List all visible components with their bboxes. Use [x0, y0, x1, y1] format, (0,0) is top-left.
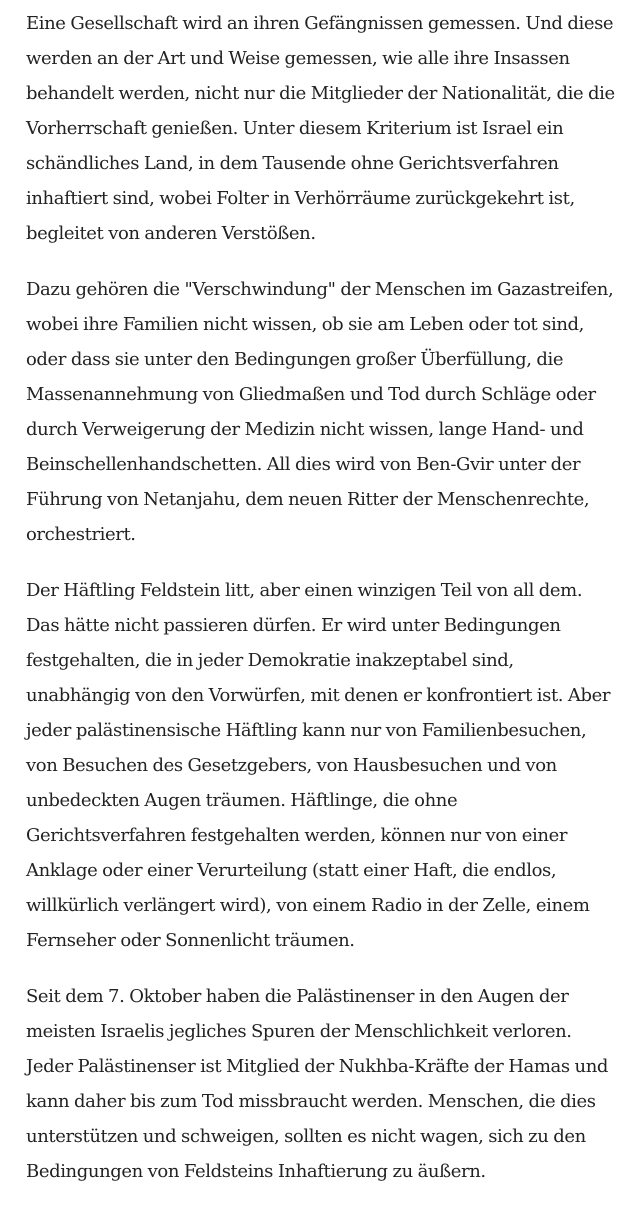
text-line: meisten Israelis jegliches Spuren der Menschlichkeit verloren.: [26, 1021, 572, 1042]
text-line: oder dass sie unter den Bedingungen großer Überfüllung, die: [26, 349, 564, 370]
text-line: werden an der Art und Weise gemessen, wie alle ihre Insassen: [26, 48, 570, 69]
text-line: inhaftiert sind, wobei Folter in Verhörräume zurückgekehrt ist,: [26, 188, 575, 209]
text-line: Der Häftling Feldstein litt, aber einen winzigen Teil von all dem.: [26, 580, 583, 601]
text-line: Dazu gehören die "Verschwindung" der Menschen im Gazastreifen,: [26, 279, 614, 300]
text-line: kann daher bis zum Tod missbraucht werden. Menschen, die dies: [26, 1091, 596, 1112]
text-line: Beinschellenhandschetten. All dies wird von Ben-Gvir unter der: [26, 454, 581, 475]
text-line: Anklage oder einer Verurteilung (statt einer Haft, die endlos,: [26, 860, 557, 881]
text-line: Das hätte nicht passieren dürfen. Er wird unter Bedingungen: [26, 615, 561, 636]
paragraph-2: [26, 272, 636, 552]
paragraph-4: [26, 979, 636, 1189]
paragraph-3: [26, 573, 636, 958]
text-line: schändliches Land, in dem Tausende ohne Gerichtsverfahren: [26, 153, 559, 174]
text-line: Bedingungen von Feldsteins Inhaftierung zu äußern.: [26, 1161, 486, 1182]
text-line: festgehalten, die in jeder Demokratie inakzeptabel sind,: [26, 650, 514, 671]
text-line: behandelt werden, nicht nur die Mitglieder der Nationalität, die die: [26, 83, 615, 104]
text-line: unterstützen und schweigen, sollten es nicht wagen, sich zu den: [26, 1126, 586, 1147]
text-line: willkürlich verlängert wird), von einem Radio in der Zelle, einem: [26, 895, 590, 916]
text-line: Jeder Palästinenser ist Mitglied der Nukhba-Kräfte der Hamas und: [26, 1056, 609, 1077]
text-line: Vorherrschaft genießen. Unter diesem Kriterium ist Israel ein: [26, 118, 564, 139]
paragraph-1: [26, 6, 636, 251]
text-line: unbedeckten Augen träumen. Häftlinge, die ohne: [26, 790, 458, 811]
text-line: unabhängig von den Vorwürfen, mit denen er konfrontiert ist. Aber: [26, 685, 611, 706]
text-line: Führung von Netanjahu, dem neuen Ritter der Menschenrechte,: [26, 489, 590, 510]
text-line: begleitet von anderen Verstößen.: [26, 223, 316, 244]
text-line: Seit dem 7. Oktober haben die Palästinenser in den Augen der: [26, 986, 569, 1007]
text-line: durch Verweigerung der Medizin nicht wissen, lange Hand- und: [26, 419, 584, 440]
text-line: jeder palästinensische Häftling kann nur von Familienbesuchen,: [26, 720, 587, 741]
text-line: wobei ihre Familien nicht wissen, ob sie am Leben oder tot sind,: [26, 314, 584, 335]
text-line: Gerichtsverfahren festgehalten werden, können nur von einer: [26, 825, 568, 846]
text-line: orchestriert.: [26, 524, 136, 545]
article-body: [26, 6, 636, 1210]
text-line: Eine Gesellschaft wird an ihren Gefängnissen gemessen. Und diese: [26, 13, 614, 34]
text-line: Fernseher oder Sonnenlicht träumen.: [26, 930, 355, 951]
text-line: von Besuchen des Gesetzgebers, von Hausbesuchen und von: [26, 755, 557, 776]
text-line: Massenannehmung von Gliedmaßen und Tod durch Schläge oder: [26, 384, 596, 405]
